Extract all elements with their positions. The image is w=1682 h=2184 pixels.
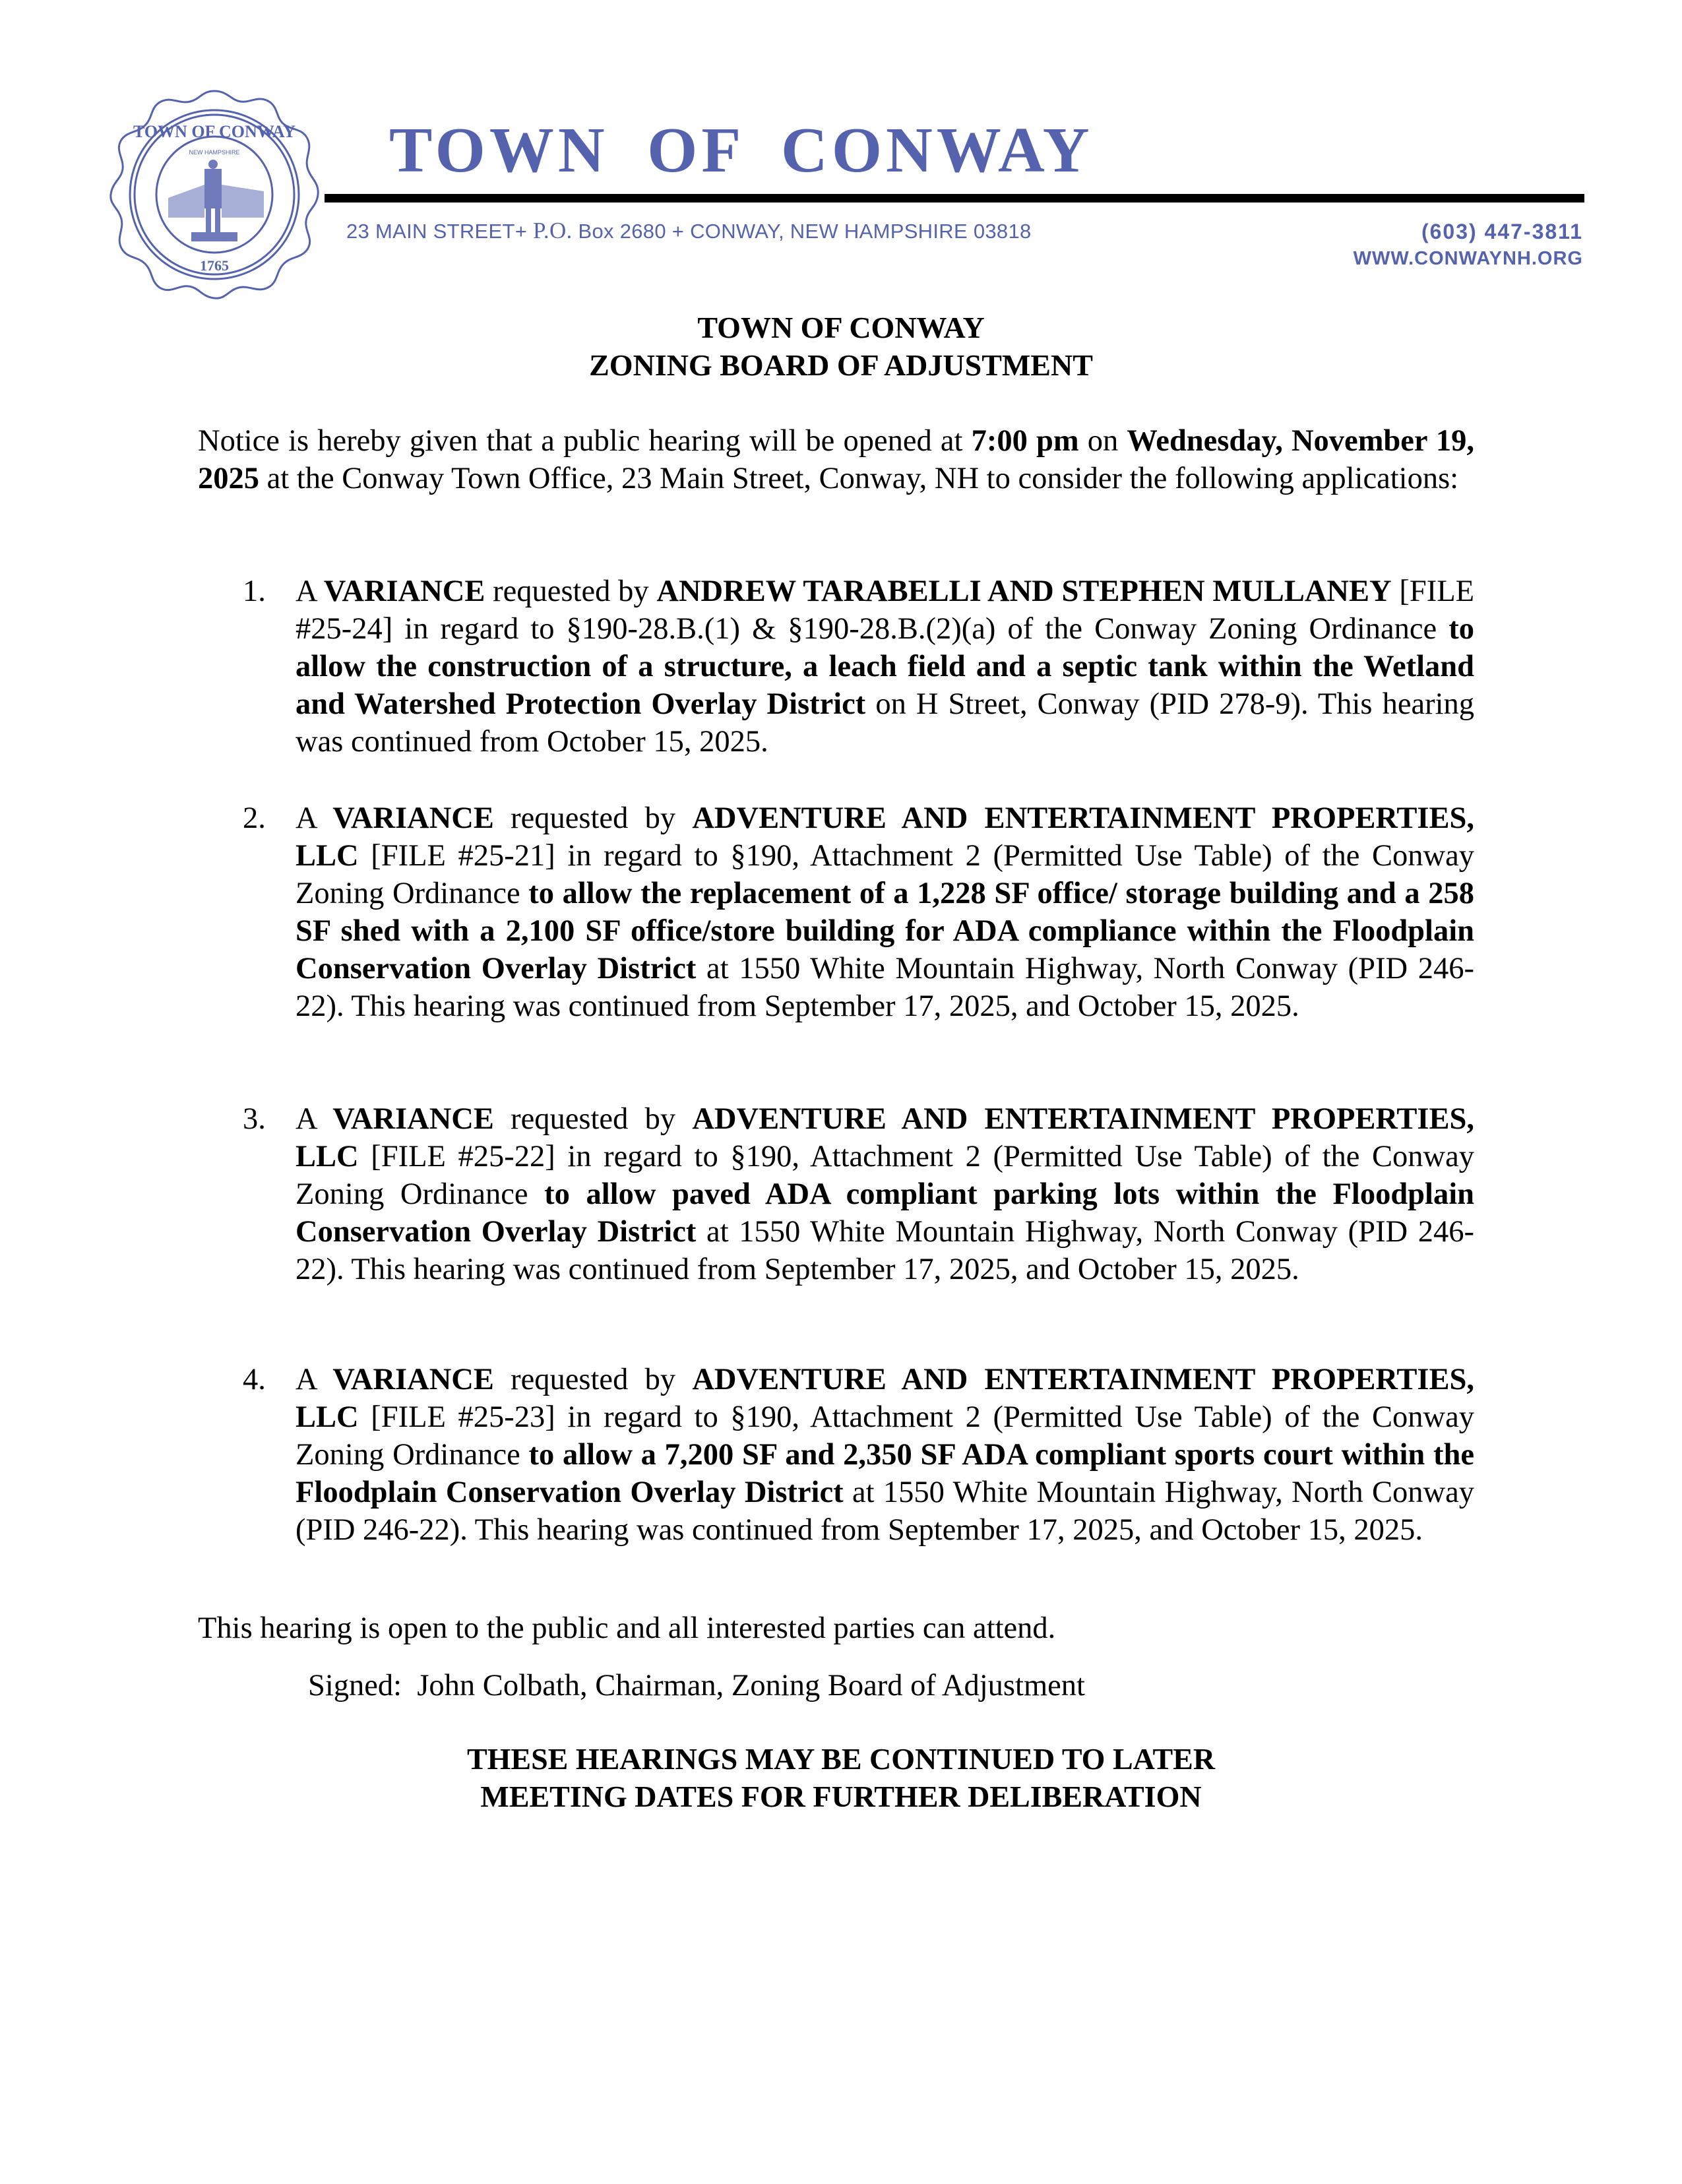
applicant-name: ADVENTURE AND ENTERTAINMENT PROPERTIES, LLC: [296, 1363, 1474, 1434]
svg-text:1765: 1765: [200, 257, 229, 274]
applicant-name: ADVENTURE AND ENTERTAINMENT PROPERTIES, LLC: [296, 1102, 1474, 1173]
intro-text: Notice is hereby given that a public hearing will be opened at: [198, 424, 972, 458]
letterhead-title: TOWN OF CONWAY: [389, 115, 1094, 186]
svg-text:TOWN OF CONWAY: TOWN OF CONWAY: [133, 122, 296, 141]
app-text: A: [296, 575, 324, 608]
application-type: VARIANCE: [332, 1363, 494, 1396]
address-box-city: Box 2680 + CONWAY, NEW HAMPSHIRE 03818: [572, 220, 1032, 243]
application-item-4: [198, 1361, 1474, 1549]
app-text: A: [296, 1102, 333, 1136]
letterhead-divider: [325, 194, 1584, 203]
applicant-name: ANDREW TARABELLI AND STEPHEN MULLANEY: [656, 575, 1392, 608]
address-po: P.O.: [533, 218, 573, 243]
file-reference: [FILE #25-23] in regard to §190, Attachment 2 (Permitted Use Table) of the Conway Zoning Ordinance: [296, 1400, 1474, 1472]
app-text: requested by: [493, 1102, 693, 1136]
list-number: 2.: [243, 801, 266, 835]
hearing-time: 7:00 pm: [971, 424, 1079, 458]
application-location: at 1550 White Mountain Highway, North Conway (PID 246-22). This hearing was continued from September 17, 2025, and October 15, 2025.: [296, 952, 1474, 1023]
app-text: A: [296, 801, 333, 835]
list-number: 4.: [243, 1363, 266, 1396]
app-text: requested by: [493, 1363, 693, 1396]
svg-text:NEW HAMPSHIRE: NEW HAMPSHIRE: [189, 149, 240, 156]
town-seal-icon: [106, 86, 323, 303]
applicant-name: ADVENTURE AND ENTERTAINMENT PROPERTIES, LLC: [296, 801, 1474, 873]
application-item-3: [198, 1100, 1474, 1288]
public-attendance-statement: This hearing is open to the public and all interested parties can attend.: [198, 1611, 1056, 1645]
file-reference: [FILE #25-24] in regard to §190-28.B.(1) & §190-28.B.(2)(a) of the Conway Zoning Ordinance: [296, 575, 1475, 646]
app-text: requested by: [493, 801, 693, 835]
application-location: at 1550 White Mountain Highway, North Conway (PID 246-22). This hearing was continued from September 17, 2025, and October 15, 2025.: [296, 1476, 1474, 1547]
hearing-date: Wednesday, November 19, 2025: [198, 424, 1474, 495]
document-heading-town: TOWN OF CONWAY: [697, 311, 985, 344]
application-purpose: to allow the construction of a structure, a leach field and a septic tank within the Wetland and Watershed Protection Overlay District: [296, 612, 1474, 721]
letterhead-phone: (603) 447-3811: [1421, 220, 1583, 243]
application-type: VARIANCE: [332, 801, 494, 835]
application-purpose: to allow paved ADA compliant parking lots within the Floodplain Conservation Overlay District: [296, 1177, 1474, 1249]
application-purpose: to allow a 7,200 SF and 2,350 SF ADA compliant sports court within the Floodplain Conservation Overlay District: [296, 1438, 1474, 1509]
file-reference: [FILE #25-21] in regard to §190, Attachment 2 (Permitted Use Table) of the Conway Zoning Ordinance: [296, 839, 1474, 910]
document-heading-board: ZONING BOARD OF ADJUSTMENT: [589, 348, 1093, 382]
application-location: on H Street, Conway (PID 278-9). This hearing was continued from October 15, 2025.: [296, 687, 1474, 759]
signature-line: Signed: John Colbath, Chairman, Zoning Board of Adjustment: [308, 1669, 1085, 1702]
letterhead-website[interactable]: WWW.CONWAYNH.ORG: [1353, 248, 1583, 269]
intro-text: at the Conway Town Office, 23 Main Street, Conway, NH to consider the following applications:: [259, 462, 1459, 495]
list-number: 3.: [243, 1102, 266, 1136]
intro-text: on: [1078, 424, 1127, 458]
letterhead-address: [346, 218, 1032, 244]
application-purpose: to allow the replacement of a 1,228 SF office/ storage building and a 258 SF shed with a 2,100 SF office/store building for ADA compliance within the Floodplain Conservation Overlay District: [296, 877, 1474, 985]
application-item-2: [198, 799, 1474, 1025]
app-text: A: [296, 1363, 333, 1396]
application-type: VARIANCE: [323, 575, 485, 608]
application-type: VARIANCE: [332, 1102, 494, 1136]
application-location: at 1550 White Mountain Highway, North Conway (PID 246-22). This hearing was continued from September 17, 2025, and October 15, 2025.: [296, 1215, 1474, 1286]
app-text: requested by: [485, 575, 657, 608]
address-street: 23 MAIN STREET+: [346, 220, 534, 243]
application-item-1: [198, 573, 1474, 761]
continuation-notice-line2: MEETING DATES FOR FURTHER DELIBERATION: [480, 1780, 1202, 1813]
continuation-notice-line1: THESE HEARINGS MAY BE CONTINUED TO LATER: [466, 1742, 1216, 1776]
notice-intro: [198, 422, 1474, 497]
file-reference: [FILE #25-22] in regard to §190, Attachment 2 (Permitted Use Table) of the Conway Zoning Ordinance: [296, 1140, 1474, 1211]
list-number: 1.: [243, 575, 266, 608]
